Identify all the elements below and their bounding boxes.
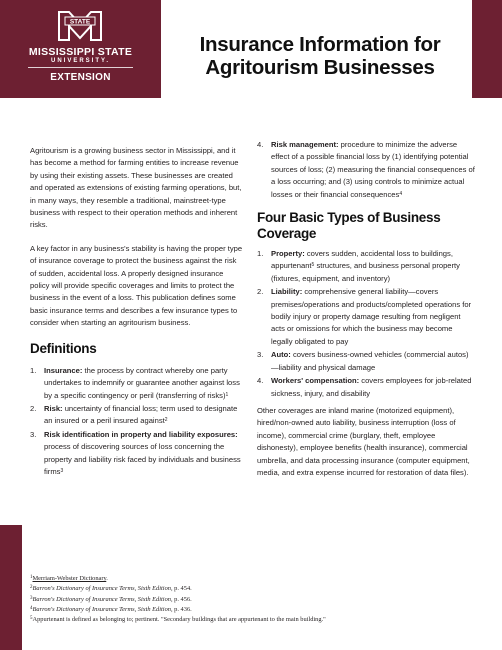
item-number: 1. [30,365,37,375]
footnote-title: Barron's Dictionary of Insurance Terms, Sixth Edition [32,585,171,593]
coverage-list [257,248,475,400]
coverage-term: Liability: [271,287,303,297]
logo-university-name: MISSISSIPPI STATE [28,46,133,58]
coverage-text: covers employees for job-related sickness, injury, and disability [271,376,472,398]
footnote-ref: 1 [225,391,229,398]
coverage-term: Auto: [271,350,291,360]
footnote-ref: 3 [60,467,64,474]
logo-extension-label: EXTENSION [50,72,111,83]
definition-text: the process by contract whereby one party undertakes to indemnify or guarantee another against loss by a specific contingency or peril (transferring of risks) [44,365,240,400]
logo-university-label: UNIVERSITY. [50,58,110,64]
footnote-2: $^2$Barron's Dictionary of Insurance Terms, Sixth Edition, p. 454. [30,585,192,593]
coverage-item [257,349,475,374]
svg-text:STATE: STATE [69,18,91,26]
definition-item [257,139,475,201]
definition-term: Risk: [44,403,63,413]
footnote-title: Barron's Dictionary of Insurance Terms, Sixth Edition [32,605,171,613]
item-number: 3. [257,350,264,360]
definition-item [30,429,244,479]
logo-divider [28,67,133,68]
definitions-heading: Definitions [30,340,97,356]
definition-text: process of discovering sources of loss concerning the property and liability risk faced by individuals and business firms [44,442,241,476]
other-coverages-paragraph: Other coverages are inland marine (motorized equipment), hired/non-owned auto liability, business interruption (loss of income), commercial crime (burglary, theft, employee dishonesty), employee benefits (health insurance), commercial umbrella, and data processing insurance (computer equipment, media, and extra expense incurred for restoration of data files). [257,405,470,477]
item-number: 1. [257,249,264,259]
msu-m-logo-icon [57,8,103,44]
definition-text: uncertainty of financial loss; term used to designate an insured or a peril insured against [44,403,238,426]
footnote-4: $^4$Barron's Dictionary of Insurance Terms, Sixth Edition, p. 436. [30,605,192,613]
definitions-list-continued [257,139,475,201]
coverage-text-cont: structures, and business personal property (fixtures, equipment, and inventory) [271,261,460,283]
coverage-text: covers business-owned vehicles (commercial autos)—liability and physical damage [271,350,469,372]
coverage-text: covers sudden, accidental loss to buildings, appurtenant [271,249,453,271]
document-title [170,33,470,79]
decorative-header-tab [472,0,502,98]
coverage-item [257,286,475,348]
coverage-item [257,375,475,400]
right-column [257,139,475,490]
coverage-term: Workers' compensation: [271,376,360,386]
footnote-3: $^3$Barron's Dictionary of Insurance Terms, Sixth Edition, p. 456. [30,595,192,603]
item-number: 2. [257,287,264,297]
item-number: 4. [257,376,264,386]
left-column [30,145,244,479]
title-line-2: Agritourism Businesses [205,56,435,79]
coverage-heading: Four Basic Types of Business Coverage [257,210,441,242]
coverage-text: comprehensive general liability—covers premises/operations and products/completed operations for bodily injury or property damage resulting from negligent acts or omissions for which the business may become legally obligated to pay [271,287,472,346]
decorative-side-strip [0,525,22,650]
definition-term: Risk management: [271,140,339,149]
footnote-ref: 4 [399,190,403,197]
title-line-1: Insurance Information for [199,33,441,56]
footnote-title: Merriam-Webster Dictionary [32,575,107,582]
definition-item [30,365,244,402]
item-number: 4. [257,140,264,149]
definitions-list [30,365,244,479]
definition-text: procedure to minimize the adverse effect of a possible financial loss by (1) identifying potential sources of loss; (2) measuring the financial consequences of a loss occurring; and (3) using controls to minimize actual losses or their financial consequences [271,140,475,199]
footnote-1: $^1$Merriam-Webster Dictionary. [30,575,108,582]
coverage-item [257,248,475,285]
intro-paragraph-2: A key factor in any business's stability is having the proper type of insurance coverage to protect the business against the risk of sudden, accidental loss. A properly designed insurance policy will provide specific coverages and limits to protect the business in the event of a loss. This publication defines some basic insurance terms and describes a few insurance types to consider when starting an agritourism business. [30,243,243,328]
footnotes [30,574,480,625]
definition-item [30,403,244,428]
item-number: 3. [30,429,37,439]
intro-paragraph-1: Agritourism is a growing business sector in Mississippi, and it has become a method for farming entities to increase revenue by using their existing assets. These businesses are created and operated as extensions of existing farming operations, but, in many ways, they resemble a traditional, mainstreet-type business with respect to their operation methods and inherent risks. [30,146,242,230]
footnote-ref: 2 [164,417,168,424]
definition-term: Risk identification in property and liability exposures: [44,429,238,439]
footnote-title: Barron's Dictionary of Insurance Terms, Sixth Edition [32,595,171,603]
footnote-5: $^5$Appurtenant is defined as belonging to; pertinent. "Secondary buildings that are appurtenant to the main building." [30,616,326,624]
msu-extension-logo [0,0,161,98]
definition-term: Insurance: [44,365,83,375]
coverage-term: Property: [271,249,305,259]
item-number: 2. [30,403,37,413]
footnote-ref: 5 [311,262,315,269]
